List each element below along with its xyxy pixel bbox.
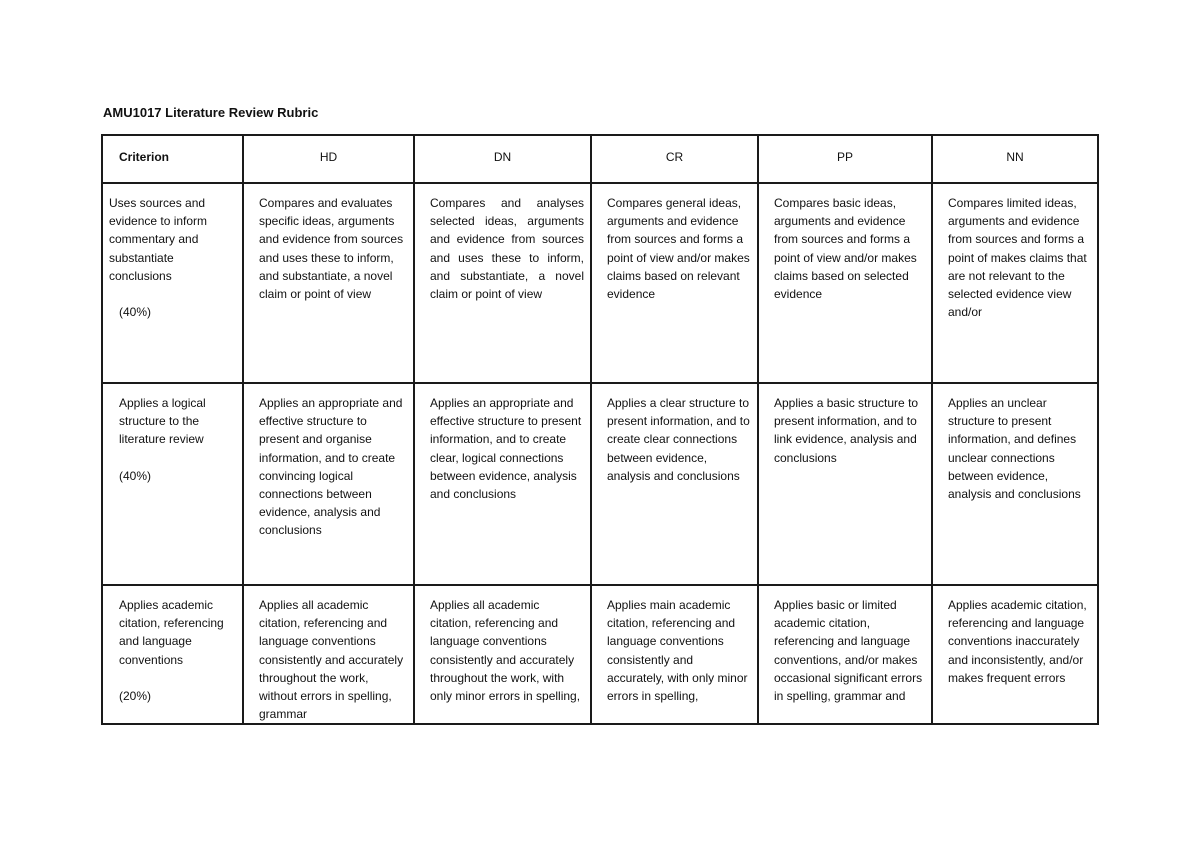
criterion-cell — [102, 383, 243, 585]
table-row — [102, 183, 1098, 383]
header-dn: DN — [414, 135, 591, 183]
header-pp: PP — [758, 135, 932, 183]
rubric-cell-dn: Applies an appropriate and effective structure to present information, and to create clear, logical connections between evidence, analysis and conclusions — [414, 383, 591, 585]
rubric-cell-nn: Compares limited ideas, arguments and evidence from sources and forms a point of makes claims that are not relevant to the selected evidence view and/or — [932, 183, 1098, 383]
header-cr: CR — [591, 135, 758, 183]
criterion-text: Uses sources and evidence to inform commentary and substantiate conclusions — [109, 196, 208, 283]
header-hd: HD — [243, 135, 414, 183]
criterion-cell — [102, 585, 243, 724]
rubric-cell-hd: Applies all academic citation, referencing and language conventions consistently and accurately throughout the work, without errors in spelling, grammar — [243, 585, 414, 724]
rubric-table — [101, 134, 1099, 725]
criterion-weight: (40%) — [119, 305, 152, 320]
rubric-cell-dn: Compares and analyses selected ideas, arguments and evidence from sources and uses these to inform, and substantiate, a novel claim or point of view — [414, 183, 591, 383]
rubric-cell-pp: Compares basic ideas, arguments and evidence from sources and forms a point of view and/or makes claims based on selected evidence — [758, 183, 932, 383]
criterion-weight: (40%) — [119, 468, 152, 483]
rubric-cell-hd: Applies an appropriate and effective structure to present and organise information, and to create convincing logical connections between evidence, analysis and conclusions — [243, 383, 414, 585]
rubric-cell-nn: Applies academic citation, referencing and language conventions inaccurately and inconsistently, and/or makes frequent errors — [932, 585, 1098, 724]
rubric-cell-pp: Applies basic or limited academic citation, referencing and language conventions, and/or makes occasional significant errors in spelling, grammar and — [758, 585, 932, 724]
header-criterion: Criterion — [102, 135, 243, 183]
rubric-cell-dn: Applies all academic citation, referencing and language conventions consistently and accurately throughout the work, with only minor errors in spelling, — [414, 585, 591, 724]
rubric-cell-cr: Applies a clear structure to present information, and to create clear connections between evidence, analysis and conclusions — [591, 383, 758, 585]
criterion-text: Applies a logical structure to the literature review — [119, 396, 206, 447]
table-row — [102, 585, 1098, 724]
rubric-cell-nn: Applies an unclear structure to present information, and defines unclear connections between evidence, analysis and conclusions — [932, 383, 1098, 585]
criterion-text: Applies academic citation, referencing and language conventions — [119, 598, 224, 667]
criterion-cell — [102, 183, 243, 383]
header-nn: NN — [932, 135, 1098, 183]
table-row — [102, 383, 1098, 585]
document-title: AMU1017 Literature Review Rubric — [103, 105, 319, 120]
rubric-cell-pp: Applies a basic structure to present information, and to link evidence, analysis and conclusions — [758, 383, 932, 585]
header-row — [102, 135, 1098, 183]
rubric-cell-hd: Compares and evaluates specific ideas, arguments and evidence from sources and uses these to inform, and substantiate, a novel claim or point of view — [243, 183, 414, 383]
rubric-cell-cr: Compares general ideas, arguments and evidence from sources and forms a point of view and/or makes claims based on relevant evidence — [591, 183, 758, 383]
criterion-weight: (20%) — [119, 688, 152, 703]
rubric-cell-cr: Applies main academic citation, referencing and language conventions consistently and accurately, with only minor errors in spelling, — [591, 585, 758, 724]
